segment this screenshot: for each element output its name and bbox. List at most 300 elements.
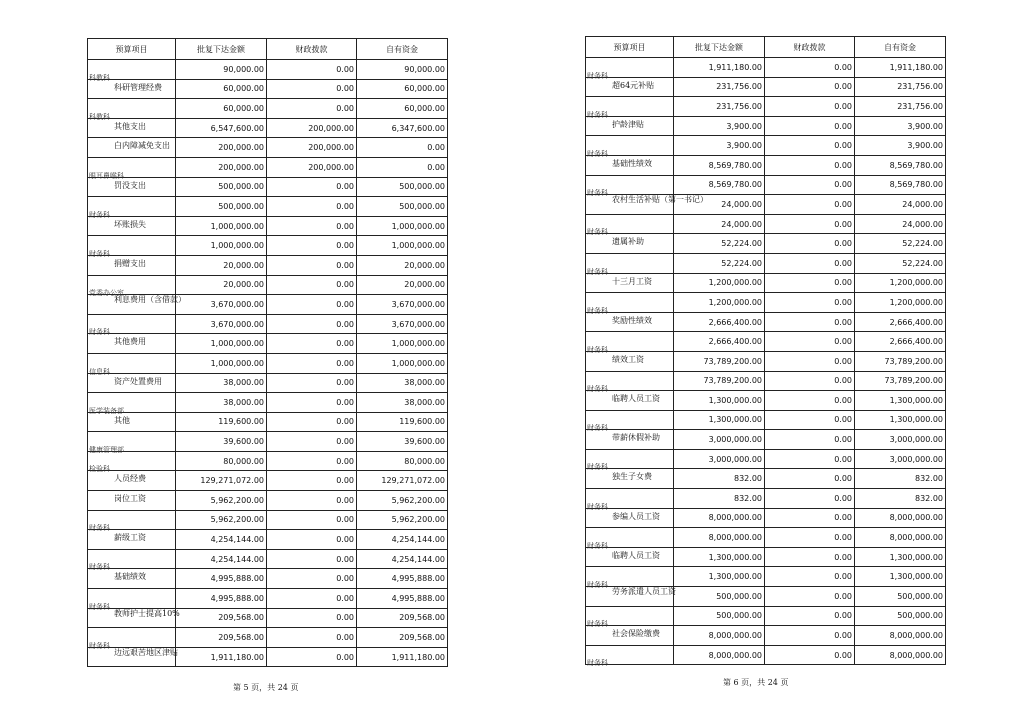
department-label: 财务科 xyxy=(587,149,608,158)
approved-amount-cell: 1,000,000.00 xyxy=(176,353,267,373)
budget-item-label: 白内障减免支出 xyxy=(114,141,170,151)
table-row xyxy=(586,567,946,587)
fiscal-allocation-cell: 0.00 xyxy=(267,412,357,432)
budget-item-label: 薪级工资 xyxy=(114,533,146,543)
page-6 xyxy=(585,36,945,668)
own-funds-cell: 4,995,888.00 xyxy=(357,589,448,609)
table-row xyxy=(586,547,946,567)
budget-item-cell xyxy=(88,510,176,533)
budget-item-cell xyxy=(586,332,674,352)
table-row xyxy=(88,60,448,80)
header-own-funds: 自有资金 xyxy=(855,37,946,58)
department-label: 医学装备部 xyxy=(89,406,124,415)
fiscal-allocation-cell: 0.00 xyxy=(267,451,357,471)
table-row xyxy=(586,508,946,528)
fiscal-allocation-cell: 0.00 xyxy=(267,608,357,628)
table-row xyxy=(88,177,448,197)
budget-item-label: 教师护士提高10% xyxy=(114,608,180,618)
budget-item-label: 奖励性绩效 xyxy=(612,315,652,325)
own-funds-cell: 209,568.00 xyxy=(357,608,448,628)
budget-item-cell xyxy=(88,412,176,432)
table-row xyxy=(88,628,448,648)
fiscal-allocation-cell: 0.00 xyxy=(267,60,357,80)
table-row xyxy=(586,293,946,313)
budget-item-cell xyxy=(586,273,674,293)
department-label: 检验科 xyxy=(89,465,110,474)
approved-amount-cell: 5,962,200.00 xyxy=(176,491,267,511)
own-funds-cell: 1,300,000.00 xyxy=(855,547,946,567)
fiscal-allocation-cell: 0.00 xyxy=(765,410,855,430)
own-funds-cell: 52,224.00 xyxy=(855,253,946,273)
header-budget-item: 预算项目 xyxy=(586,37,674,58)
table-row xyxy=(586,58,946,78)
own-funds-cell: 60,000.00 xyxy=(357,99,448,119)
approved-amount-cell: 8,000,000.00 xyxy=(674,626,765,646)
fiscal-allocation-cell: 0.00 xyxy=(267,99,357,119)
fiscal-allocation-cell: 0.00 xyxy=(765,547,855,567)
fiscal-allocation-cell: 0.00 xyxy=(267,79,357,99)
table-row xyxy=(88,138,448,158)
fiscal-allocation-cell: 0.00 xyxy=(765,97,855,117)
fiscal-allocation-cell: 0.00 xyxy=(267,236,357,256)
own-funds-cell: 3,900.00 xyxy=(855,136,946,156)
table-row xyxy=(586,195,946,215)
table-row xyxy=(586,97,946,117)
table-row xyxy=(88,157,448,177)
budget-item-cell xyxy=(88,530,176,550)
fiscal-allocation-cell: 0.00 xyxy=(765,528,855,548)
fiscal-allocation-cell: 0.00 xyxy=(267,393,357,413)
budget-item-cell xyxy=(88,236,176,256)
table-row xyxy=(586,391,946,411)
approved-amount-cell: 8,000,000.00 xyxy=(674,528,765,548)
budget-item-cell xyxy=(586,155,674,175)
own-funds-cell: 20,000.00 xyxy=(357,255,448,275)
own-funds-cell: 4,995,888.00 xyxy=(357,569,448,589)
table-row xyxy=(88,236,448,256)
department-label: 财务科 xyxy=(89,524,110,533)
department-label: 财务科 xyxy=(587,659,608,668)
budget-table-page-5 xyxy=(87,38,448,667)
approved-amount-cell: 73,789,200.00 xyxy=(674,351,765,371)
budget-item-cell xyxy=(586,410,674,433)
fiscal-allocation-cell: 0.00 xyxy=(765,391,855,411)
own-funds-cell: 38,000.00 xyxy=(357,373,448,393)
table-row xyxy=(586,587,946,607)
header-fiscal-allocation: 财政拨款 xyxy=(267,39,357,60)
approved-amount-cell: 1,300,000.00 xyxy=(674,410,765,430)
fiscal-allocation-cell: 0.00 xyxy=(765,175,855,195)
budget-item-label: 利息费用（含借款） xyxy=(114,295,186,305)
table-row xyxy=(586,371,946,391)
department-label: 信息科 xyxy=(89,367,110,376)
approved-amount-cell: 209,568.00 xyxy=(176,608,267,628)
fiscal-allocation-cell: 0.00 xyxy=(765,195,855,215)
budget-item-cell xyxy=(88,608,180,628)
budget-item-cell xyxy=(586,253,674,276)
table-row xyxy=(88,79,448,99)
budget-item-cell xyxy=(586,175,674,198)
own-funds-cell: 20,000.00 xyxy=(357,275,448,295)
budget-item-cell xyxy=(586,116,674,136)
own-funds-cell: 52,224.00 xyxy=(855,234,946,254)
approved-amount-cell: 4,995,888.00 xyxy=(176,569,267,589)
fiscal-allocation-cell: 0.00 xyxy=(267,628,357,648)
department-label: 眼耳鼻喉科 xyxy=(89,171,124,180)
approved-amount-cell: 231,756.00 xyxy=(674,97,765,117)
own-funds-cell: 500,000.00 xyxy=(855,606,946,626)
department-label: 科教科 xyxy=(89,112,110,121)
budget-item-cell xyxy=(88,177,176,197)
department-label: 党委办公室 xyxy=(89,289,124,298)
fiscal-allocation-cell: 0.00 xyxy=(765,77,855,97)
budget-item-label: 农村生活补贴（第一书记） xyxy=(612,195,708,205)
fiscal-allocation-cell: 0.00 xyxy=(765,332,855,352)
own-funds-cell: 1,000,000.00 xyxy=(357,216,448,236)
budget-item-cell xyxy=(88,275,176,298)
fiscal-allocation-cell: 0.00 xyxy=(765,371,855,391)
own-funds-cell: 0.00 xyxy=(357,138,448,158)
fiscal-allocation-cell: 0.00 xyxy=(267,275,357,295)
own-funds-cell: 1,200,000.00 xyxy=(855,273,946,293)
fiscal-allocation-cell: 0.00 xyxy=(765,469,855,489)
budget-item-cell xyxy=(88,99,176,119)
table-row xyxy=(586,253,946,273)
own-funds-cell: 500,000.00 xyxy=(357,177,448,197)
budget-item-label: 超64元补贴 xyxy=(612,80,655,90)
own-funds-cell: 832.00 xyxy=(855,489,946,509)
budget-item-label: 遗属补助 xyxy=(612,237,644,247)
own-funds-cell: 80,000.00 xyxy=(357,451,448,471)
fiscal-allocation-cell: 0.00 xyxy=(765,587,855,607)
table-row xyxy=(586,175,946,195)
budget-item-cell xyxy=(586,508,674,528)
fiscal-allocation-cell: 0.00 xyxy=(765,155,855,175)
own-funds-cell: 500,000.00 xyxy=(855,587,946,607)
fiscal-allocation-cell: 0.00 xyxy=(267,353,357,373)
own-funds-cell: 1,911,180.00 xyxy=(855,58,946,78)
approved-amount-cell: 2,666,400.00 xyxy=(674,312,765,332)
department-label: 财务科 xyxy=(89,249,110,258)
budget-item-cell xyxy=(586,371,674,394)
budget-item-label: 科研管理经费 xyxy=(114,82,162,92)
page-5-footer: 第 5 页，共 24 页 xyxy=(233,683,299,692)
fiscal-allocation-cell: 200,000.00 xyxy=(267,118,357,138)
table-row xyxy=(586,449,946,469)
approved-amount-cell: 60,000.00 xyxy=(176,99,267,119)
budget-item-cell xyxy=(88,491,176,511)
approved-amount-cell: 8,569,780.00 xyxy=(674,155,765,175)
approved-amount-cell: 1,200,000.00 xyxy=(674,273,765,293)
budget-item-cell xyxy=(586,312,674,332)
approved-amount-cell: 500,000.00 xyxy=(674,587,765,607)
budget-item-cell xyxy=(586,449,674,472)
department-label: 财务科 xyxy=(587,110,608,119)
fiscal-allocation-cell: 0.00 xyxy=(267,510,357,530)
approved-amount-cell: 8,000,000.00 xyxy=(674,508,765,528)
table-row xyxy=(88,295,448,315)
budget-item-cell xyxy=(586,97,674,117)
budget-item-cell xyxy=(88,373,176,393)
approved-amount-cell: 1,300,000.00 xyxy=(674,391,765,411)
budget-item-cell xyxy=(586,587,674,607)
fiscal-allocation-cell: 0.00 xyxy=(765,567,855,587)
approved-amount-cell: 38,000.00 xyxy=(176,393,267,413)
own-funds-cell: 60,000.00 xyxy=(357,79,448,99)
budget-item-label: 护龄津贴 xyxy=(612,119,644,129)
own-funds-cell: 8,000,000.00 xyxy=(855,626,946,646)
department-label: 财务科 xyxy=(89,210,110,219)
approved-amount-cell: 129,271,072.00 xyxy=(176,471,267,491)
table-row xyxy=(88,530,448,550)
budget-item-label: 参编人员工资 xyxy=(612,511,660,521)
table-row xyxy=(586,332,946,352)
fiscal-allocation-cell: 200,000.00 xyxy=(267,157,357,177)
budget-item-cell xyxy=(88,549,176,572)
fiscal-allocation-cell: 0.00 xyxy=(267,373,357,393)
table-row xyxy=(586,430,946,450)
budget-item-cell xyxy=(586,567,674,590)
table-row xyxy=(88,99,448,119)
budget-item-cell xyxy=(88,255,176,275)
fiscal-allocation-cell: 0.00 xyxy=(267,530,357,550)
fiscal-allocation-cell: 0.00 xyxy=(765,508,855,528)
approved-amount-cell: 3,000,000.00 xyxy=(674,430,765,450)
department-label: 财务科 xyxy=(587,345,608,354)
approved-amount-cell: 24,000.00 xyxy=(674,195,765,215)
table-row xyxy=(88,255,448,275)
table-row xyxy=(586,155,946,175)
budget-item-cell xyxy=(586,351,674,371)
budget-item-cell xyxy=(88,138,176,158)
department-label: 财务科 xyxy=(587,581,608,590)
approved-amount-cell: 8,569,780.00 xyxy=(674,175,765,195)
fiscal-allocation-cell: 0.00 xyxy=(267,295,357,315)
fiscal-allocation-cell: 0.00 xyxy=(765,58,855,78)
approved-amount-cell: 200,000.00 xyxy=(176,157,267,177)
table-row xyxy=(586,645,946,665)
budget-item-cell xyxy=(88,314,176,337)
fiscal-allocation-cell: 0.00 xyxy=(765,351,855,371)
approved-amount-cell: 1,200,000.00 xyxy=(674,293,765,313)
approved-amount-cell: 1,000,000.00 xyxy=(176,216,267,236)
approved-amount-cell: 832.00 xyxy=(674,469,765,489)
own-funds-cell: 73,789,200.00 xyxy=(855,371,946,391)
own-funds-cell: 6,347,600.00 xyxy=(357,118,448,138)
department-label: 财务科 xyxy=(587,385,608,394)
department-label: 财务科 xyxy=(587,502,608,511)
table-row xyxy=(586,410,946,430)
fiscal-allocation-cell: 0.00 xyxy=(267,197,357,217)
table-row xyxy=(88,608,448,628)
department-label: 健康管理部 xyxy=(89,445,124,454)
fiscal-allocation-cell: 0.00 xyxy=(765,626,855,646)
fiscal-allocation-cell: 0.00 xyxy=(765,253,855,273)
fiscal-allocation-cell: 0.00 xyxy=(267,471,357,491)
budget-item-label: 临聘人员工资 xyxy=(612,550,660,560)
header-budget-item: 预算项目 xyxy=(88,39,176,60)
table-row xyxy=(88,373,448,393)
department-label: 财务科 xyxy=(587,189,608,198)
budget-item-cell xyxy=(586,606,674,629)
budget-item-label: 基础绩效 xyxy=(114,572,146,582)
department-label: 财务科 xyxy=(89,563,110,572)
budget-item-cell xyxy=(88,295,186,315)
budget-table-page-6 xyxy=(585,36,946,668)
table-row xyxy=(586,116,946,136)
own-funds-cell: 24,000.00 xyxy=(855,214,946,234)
approved-amount-cell: 832.00 xyxy=(674,489,765,509)
fiscal-allocation-cell: 0.00 xyxy=(765,234,855,254)
fiscal-allocation-cell: 0.00 xyxy=(267,255,357,275)
fiscal-allocation-cell: 200,000.00 xyxy=(267,138,357,158)
budget-item-cell xyxy=(88,471,176,491)
fiscal-allocation-cell: 0.00 xyxy=(765,645,855,665)
approved-amount-cell: 3,670,000.00 xyxy=(176,295,267,315)
own-funds-cell: 24,000.00 xyxy=(855,195,946,215)
own-funds-cell: 832.00 xyxy=(855,469,946,489)
table-row xyxy=(88,216,448,236)
budget-item-cell xyxy=(586,626,674,646)
budget-item-cell xyxy=(586,195,708,215)
header-own-funds: 自有资金 xyxy=(357,39,448,60)
budget-item-cell xyxy=(586,489,674,509)
budget-item-cell xyxy=(586,547,674,567)
budget-item-cell xyxy=(88,216,176,236)
table-row xyxy=(586,351,946,371)
budget-item-cell xyxy=(88,157,176,180)
approved-amount-cell: 3,900.00 xyxy=(674,136,765,156)
table-row xyxy=(88,412,448,432)
budget-item-cell xyxy=(586,136,674,156)
budget-item-label: 临聘人员工资 xyxy=(612,394,660,404)
budget-item-cell xyxy=(88,79,176,99)
table-row xyxy=(88,589,448,609)
table-row xyxy=(586,77,946,97)
table-row xyxy=(586,234,946,254)
own-funds-cell: 8,000,000.00 xyxy=(855,645,946,665)
budget-item-label: 边远艰苦地区津贴 xyxy=(114,647,178,657)
own-funds-cell: 38,000.00 xyxy=(357,393,448,413)
own-funds-cell: 1,000,000.00 xyxy=(357,353,448,373)
approved-amount-cell: 1,300,000.00 xyxy=(674,547,765,567)
table-row xyxy=(88,549,448,569)
department-label: 财务科 xyxy=(587,541,608,550)
own-funds-cell: 39,600.00 xyxy=(357,432,448,452)
table-body-page-6 xyxy=(586,58,946,668)
fiscal-allocation-cell: 0.00 xyxy=(765,449,855,469)
own-funds-cell: 8,569,780.00 xyxy=(855,155,946,175)
approved-amount-cell: 1,000,000.00 xyxy=(176,236,267,256)
own-funds-cell: 5,962,200.00 xyxy=(357,510,448,530)
page-5 xyxy=(87,38,447,667)
own-funds-cell: 1,300,000.00 xyxy=(855,410,946,430)
own-funds-cell: 1,300,000.00 xyxy=(855,567,946,587)
budget-item-cell xyxy=(586,391,674,411)
fiscal-allocation-cell: 0.00 xyxy=(765,214,855,234)
budget-item-label: 独生子女费 xyxy=(612,472,652,482)
own-funds-cell: 4,254,144.00 xyxy=(357,530,448,550)
approved-amount-cell: 500,000.00 xyxy=(176,197,267,217)
approved-amount-cell: 3,900.00 xyxy=(674,116,765,136)
own-funds-cell: 231,756.00 xyxy=(855,77,946,97)
budget-item-label: 人员经费 xyxy=(114,474,146,484)
approved-amount-cell: 52,224.00 xyxy=(674,253,765,273)
approved-amount-cell: 73,789,200.00 xyxy=(674,371,765,391)
approved-amount-cell: 80,000.00 xyxy=(176,451,267,471)
own-funds-cell: 1,911,180.00 xyxy=(357,647,448,667)
budget-item-cell xyxy=(88,118,176,138)
budget-item-cell xyxy=(88,589,176,609)
approved-amount-cell: 39,600.00 xyxy=(176,432,267,452)
department-label: 财务科 xyxy=(89,602,110,611)
fiscal-allocation-cell: 0.00 xyxy=(267,177,357,197)
fiscal-allocation-cell: 0.00 xyxy=(267,647,357,667)
budget-item-label: 罚没支出 xyxy=(114,180,146,190)
approved-amount-cell: 1,911,180.00 xyxy=(674,58,765,78)
approved-amount-cell: 4,254,144.00 xyxy=(176,530,267,550)
approved-amount-cell: 1,000,000.00 xyxy=(176,334,267,354)
header-approved-amount: 批复下达金额 xyxy=(176,39,267,60)
budget-item-cell xyxy=(586,293,674,313)
own-funds-cell: 8,569,780.00 xyxy=(855,175,946,195)
own-funds-cell: 3,000,000.00 xyxy=(855,430,946,450)
approved-amount-cell: 119,600.00 xyxy=(176,412,267,432)
own-funds-cell: 1,000,000.00 xyxy=(357,334,448,354)
approved-amount-cell: 3,670,000.00 xyxy=(176,314,267,334)
own-funds-cell: 1,200,000.00 xyxy=(855,293,946,313)
approved-amount-cell: 3,000,000.00 xyxy=(674,449,765,469)
own-funds-cell: 231,756.00 xyxy=(855,97,946,117)
own-funds-cell: 2,666,400.00 xyxy=(855,332,946,352)
budget-item-label: 其他支出 xyxy=(114,121,146,131)
fiscal-allocation-cell: 0.00 xyxy=(267,314,357,334)
fiscal-allocation-cell: 0.00 xyxy=(765,489,855,509)
approved-amount-cell: 90,000.00 xyxy=(176,60,267,80)
table-row xyxy=(586,273,946,293)
own-funds-cell: 0.00 xyxy=(357,157,448,177)
department-label: 财务科 xyxy=(587,424,608,433)
approved-amount-cell: 209,568.00 xyxy=(176,628,267,648)
fiscal-allocation-cell: 0.00 xyxy=(267,432,357,452)
approved-amount-cell: 4,995,888.00 xyxy=(176,589,267,609)
budget-item-label: 十三月工资 xyxy=(612,276,652,286)
table-row xyxy=(88,393,448,413)
own-funds-cell: 1,300,000.00 xyxy=(855,391,946,411)
budget-item-cell xyxy=(586,58,674,78)
table-header-row xyxy=(88,39,448,60)
budget-item-cell xyxy=(586,77,674,97)
table-row xyxy=(88,471,448,491)
fiscal-allocation-cell: 0.00 xyxy=(765,312,855,332)
fiscal-allocation-cell: 0.00 xyxy=(765,136,855,156)
department-label: 财务科 xyxy=(587,306,608,315)
budget-item-cell xyxy=(88,628,176,648)
budget-item-cell xyxy=(88,60,176,80)
department-label: 财务科 xyxy=(587,620,608,629)
table-row xyxy=(88,197,448,217)
department-label: 财务科 xyxy=(89,328,110,337)
approved-amount-cell: 20,000.00 xyxy=(176,275,267,295)
table-row xyxy=(586,312,946,332)
own-funds-cell: 3,900.00 xyxy=(855,116,946,136)
approved-amount-cell: 1,911,180.00 xyxy=(176,647,267,667)
budget-item-cell xyxy=(88,451,176,474)
header-fiscal-allocation: 财政拨款 xyxy=(765,37,855,58)
approved-amount-cell: 500,000.00 xyxy=(674,606,765,626)
approved-amount-cell: 4,254,144.00 xyxy=(176,549,267,569)
approved-amount-cell: 231,756.00 xyxy=(674,77,765,97)
